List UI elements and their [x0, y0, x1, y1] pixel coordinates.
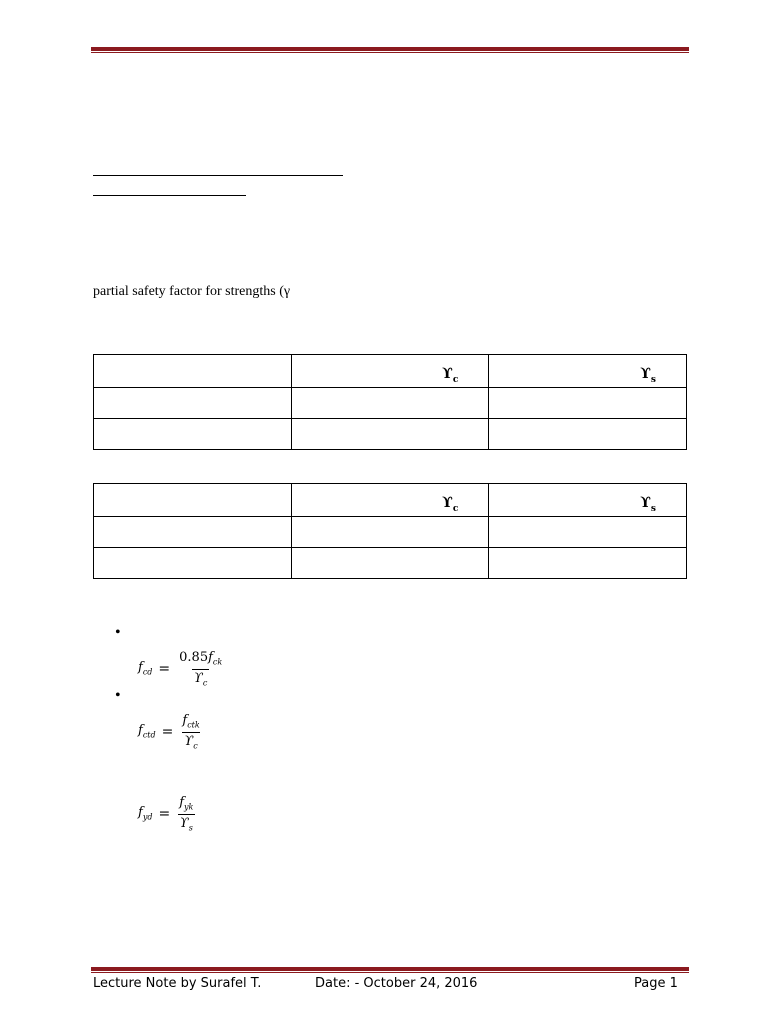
intro-text: partial safety factor for strengths (γ — [93, 284, 291, 299]
table-cell — [489, 548, 687, 579]
equals-sign: = — [158, 660, 171, 677]
table-cell — [489, 388, 687, 419]
gamma-s-header: $ϒ_s$ — [489, 484, 687, 517]
footer-page-number: Page 1 — [634, 976, 678, 991]
gamma-c-header: $ϒ_c$ — [291, 484, 489, 517]
table-row — [94, 388, 687, 419]
fraction-denominator: $ϒ_c$ — [193, 670, 208, 688]
footer-rule — [91, 967, 689, 973]
equation-fctd — [138, 713, 202, 750]
gamma-s-header: $ϒ_s$ — [489, 355, 687, 388]
fraction-numerator: $f_{ctk}$ — [182, 713, 200, 730]
fraction-denominator: $ϒ_c$ — [184, 733, 198, 751]
table-row — [94, 548, 687, 579]
table-header-row — [94, 484, 687, 517]
table-cell — [94, 517, 292, 548]
safety-factor-table-1 — [93, 354, 687, 450]
table-cell — [94, 388, 292, 419]
fraction — [177, 650, 224, 687]
table-row — [94, 419, 687, 450]
table-cell — [489, 419, 687, 450]
table-header-row — [94, 355, 687, 388]
heading-underline-2 — [93, 195, 246, 196]
table-cell — [94, 548, 292, 579]
safety-factor-table-2 — [93, 483, 687, 579]
fraction-numerator: $0.85f_{ck}$ — [179, 650, 223, 667]
equation-fcd — [138, 650, 224, 687]
equation-fyd — [138, 795, 195, 832]
fraction — [180, 713, 201, 750]
fraction — [177, 795, 195, 832]
gamma-c-header: $ϒ_c$ — [291, 355, 489, 388]
table-cell — [291, 548, 489, 579]
table-cell — [291, 419, 489, 450]
footer-author: Lecture Note by Surafel T. — [93, 976, 262, 991]
bullet-marker: • — [115, 624, 121, 641]
equals-sign: = — [161, 723, 174, 740]
equals-sign: = — [158, 805, 171, 822]
table-cell — [94, 484, 292, 517]
table-cell — [291, 388, 489, 419]
fraction-denominator: $ϒ_s$ — [179, 815, 193, 833]
fraction-numerator: $f_{yk}$ — [179, 795, 194, 812]
table-cell — [291, 517, 489, 548]
table-cell — [94, 355, 292, 388]
header-rule — [91, 47, 689, 53]
footer-date: Date: - October 24, 2016 — [315, 976, 478, 991]
table-cell — [489, 517, 687, 548]
bullet-marker: • — [115, 687, 121, 704]
table-row — [94, 517, 687, 548]
equation-lhs: $f_{yd}$ — [138, 805, 153, 822]
equation-lhs: $f_{cd}$ — [138, 660, 153, 677]
heading-underline-1 — [93, 175, 343, 176]
table-cell — [94, 419, 292, 450]
equation-lhs: $f_{ctd}$ — [138, 723, 156, 740]
